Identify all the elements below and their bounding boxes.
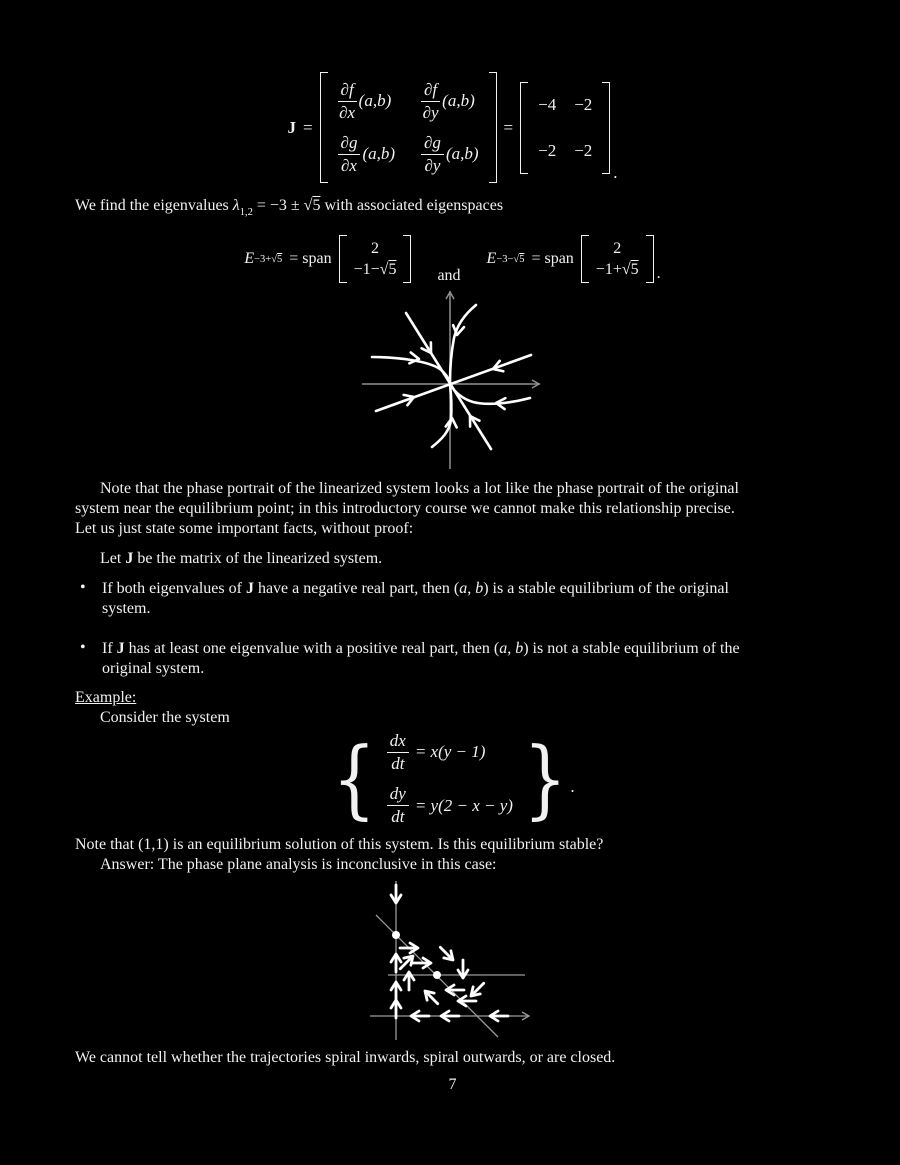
page-number: 7: [448, 1076, 457, 1094]
eigenspace-2: E −3−√5 = span 2 −1+√5 .: [487, 235, 661, 282]
left-brace: {: [332, 728, 377, 829]
right-bracket: [489, 72, 497, 183]
eigenvector-1: 2 −1−√5: [339, 235, 412, 282]
phase-plane-direction-field-figure: [353, 878, 553, 1044]
note-paragraph: Note that the phase portrait of the linearized system looks a lot like the phase portrait of the original system near the equilibrium point; in this introductory course we cannot make this relationship precise. Let us just state some important facts, without proof:: [75, 479, 739, 537]
bullet-unstable-condition: • If J has at least one eigenvalue with a positive real part, then (a, b) is not a stable equilibrium of the original system.: [80, 638, 740, 677]
jacobian-values-matrix: −4 −2 −2 −2: [520, 82, 610, 174]
bullet-marker: •: [80, 578, 86, 596]
lambda-symbol: λ: [232, 197, 240, 215]
and-word: and: [437, 266, 461, 284]
ode-2: $\frac{dy}{dt}$ = y(2 − x − y): [387, 785, 513, 826]
conclusion-line: We cannot tell whether the trajectories spiral inwards, spiral outwards, or are closed.: [75, 1049, 616, 1067]
let-j-line: Let J be the matrix of the linearized system.: [100, 549, 383, 567]
right-brace: }: [523, 728, 567, 829]
period: .: [656, 264, 661, 282]
sqrt-5: 5: [312, 197, 321, 215]
left-bracket: [520, 82, 528, 174]
period: .: [613, 163, 618, 183]
eigenvalues-sentence: We find the eigenvalues $\lambda_{1,2} = -3 \pm √5$ with associated eigenspaces: [75, 197, 504, 219]
answer-line: Answer: The phase plane analysis is inconclusive in this case:: [100, 856, 497, 874]
system-equation: [75, 728, 830, 829]
right-bracket: [602, 82, 610, 174]
eigenvector-2: 2 −1+√5: [581, 235, 654, 282]
bullet-marker: •: [80, 638, 86, 656]
consider-line: Consider the system: [100, 708, 230, 726]
equals-sign: =: [302, 117, 313, 137]
phase-portrait-linearized-figure: [343, 286, 563, 472]
eigenspaces-equation: [75, 235, 830, 282]
jacobian-equation: [75, 72, 830, 183]
equilibrium-question: Note that (1,1) is an equilibrium solution of this system. Is this equilibrium stable?: [75, 836, 604, 854]
jacobian-partials-matrix: $\frac{\partial f}{\partial x}$ (a,b) $\frac{\partial f}{\partial y}$ (a,b) $\frac{\partial g}{\partial x}$ (a,b) $\frac{\partial g}{\partial y}$ (a,b): [320, 72, 497, 183]
left-bracket: [320, 72, 328, 183]
period: .: [570, 776, 575, 796]
matrix-J-symbol: J: [287, 117, 296, 137]
example-heading: Example:: [75, 688, 137, 706]
equals-sign: =: [503, 117, 514, 137]
bullet-stable-condition: • If both eigenvalues of J have a negative real part, then (a, b) is a stable equilibrium of the original system.: [80, 578, 729, 617]
eigenspace-1: E −3+√5 = span 2 −1−√5: [244, 235, 411, 282]
ode-1: $\frac{dx}{dt}$ = x(y − 1): [387, 732, 513, 773]
